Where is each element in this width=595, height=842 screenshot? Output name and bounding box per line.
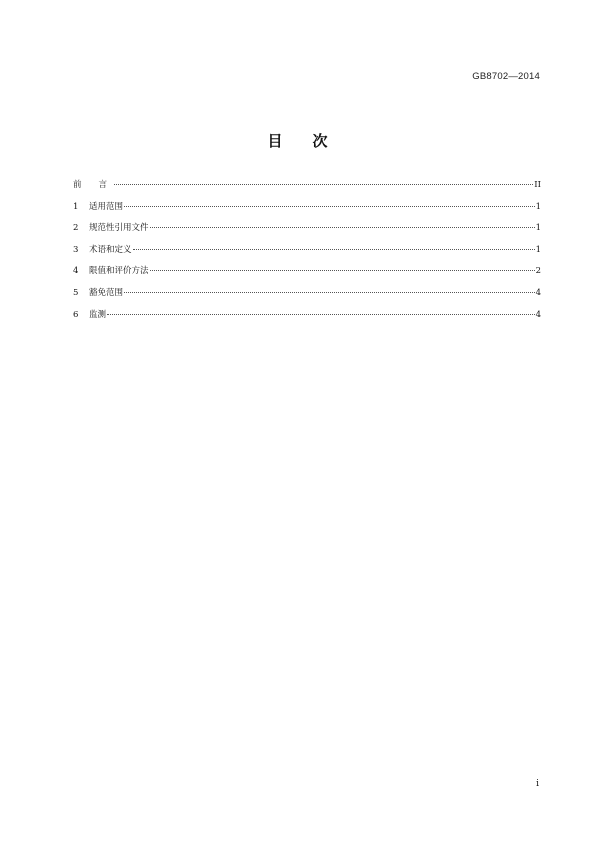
toc-entry-1[interactable] xyxy=(73,201,541,223)
toc-entry-page: 4 xyxy=(535,287,541,298)
toc-entry-number: 1 xyxy=(73,201,79,212)
toc-entry-label: 前 言 xyxy=(73,180,108,190)
toc-entry-label: 限值和评价方法 xyxy=(89,266,149,277)
toc-entry-page: 2 xyxy=(535,266,541,277)
toc-entry-number: 2 xyxy=(73,223,79,234)
toc-entry-2[interactable] xyxy=(73,222,541,244)
table-of-contents xyxy=(73,179,541,330)
toc-entry-label: 规范性引用文件 xyxy=(89,223,149,234)
toc-leader-dots xyxy=(107,314,535,315)
page-number: i xyxy=(536,779,539,789)
toc-leader-dots xyxy=(114,184,533,185)
toc-leader-dots xyxy=(124,292,535,293)
toc-entry-label: 豁免范围 xyxy=(89,287,124,298)
toc-entry-foreword[interactable] xyxy=(73,179,541,201)
toc-leader-dots xyxy=(150,227,535,228)
toc-entry-number: 6 xyxy=(73,309,79,320)
page-title xyxy=(0,130,595,151)
toc-leader-dots xyxy=(150,270,535,271)
toc-leader-dots xyxy=(133,249,535,250)
toc-entry-page: 1 xyxy=(535,201,541,212)
toc-entry-5[interactable] xyxy=(73,287,541,309)
toc-entry-number: 3 xyxy=(73,244,79,255)
toc-entry-label: 适用范围 xyxy=(89,201,124,212)
toc-entry-label: 监测 xyxy=(89,309,107,320)
toc-entry-4[interactable] xyxy=(73,265,541,287)
toc-entry-page: 1 xyxy=(535,244,541,255)
toc-leader-dots xyxy=(124,206,535,207)
page-title-second-char: 次 xyxy=(312,132,328,150)
toc-entry-number: 4 xyxy=(73,266,79,277)
toc-entry-6[interactable] xyxy=(73,309,541,331)
toc-entry-page: 1 xyxy=(535,223,541,234)
toc-entry-label: 术语和定义 xyxy=(89,244,132,255)
page-title-first-char: 目 xyxy=(267,132,283,150)
toc-entry-3[interactable] xyxy=(73,244,541,266)
toc-entry-number: 5 xyxy=(73,287,79,298)
document-code: GB8702—2014 xyxy=(472,71,540,82)
toc-entry-page: II xyxy=(534,180,541,190)
toc-entry-page: 4 xyxy=(535,309,541,320)
